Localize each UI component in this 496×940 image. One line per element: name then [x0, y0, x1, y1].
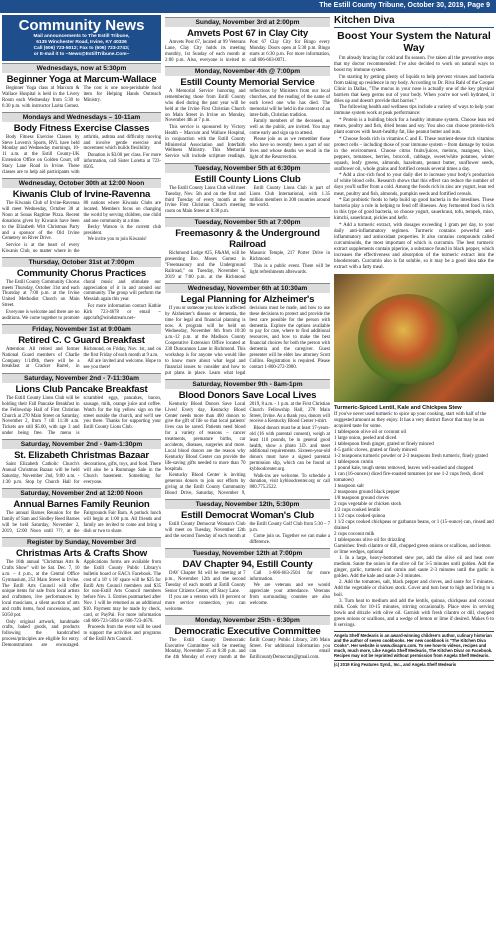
event-time-bar: Register by Sunday, November 3rd: [2, 537, 161, 547]
events-list-left: [2, 63, 161, 649]
event-title: Estill County Memorial Service: [180, 76, 315, 88]
event-paragraph: Beginner Yoga class at Marcum & Wallace Hospital is held in the Livery Room each Wednesday from 5:30 to 6:30 p.m. with instructor Larita Gomez. The cost is one non-perishable food item for Helping Hands Outreach Ministry.: [2, 86, 161, 109]
event-time-bar: Monday, November 25th - 6:30pm: [165, 615, 330, 625]
event-time-bar: Wednesdays, now at 5:30pm: [2, 63, 161, 73]
ingredient-item: 1 1/2 cups cooked quinoa: [334, 513, 386, 519]
event-paragraph: Donation is $3.00 per class. For more information, call Sister Loretta at 723-8505.: [83, 152, 161, 170]
event-title: Kiwanis Club of Irvine-Ravenna: [12, 188, 151, 200]
article-paragraph: I'm already bracing for cold and flu season. I've taken all the preventive steps that my doctor recommended: I've also decided to work on natural ways to boost my immune system.: [334, 56, 494, 74]
direction-step: 1. In a large, heavy-bottomed stew pot, add the olive oil and heat over medium. Saute the onion in the olive oil for 3-5 minutes until golden. Add the ginger, garlic, turmeric and cumin and saute 2-3 minutes until the garlic is golden. Add the kale and saute 2-3 minutes.: [334, 555, 494, 579]
event-paragraph: Saint Elizabeth Catholic Church's Annual Christmas Bazaar will be held Saturday, November 2nd, 9:00 a.m. - 1:30 p.m. Stop by Church Hall for decorations, gifts, toys, and food. There will also be a Rummage Sale in the Church basement. Something for everyone.: [2, 462, 161, 485]
event-time-bar: Saturday, November 2nd - 7-11:30am: [2, 373, 161, 383]
event-paragraph: Service is at the heart of every Kiwanis Club, no matter where in the 80 nations where Kiwanis Clubs are located. Members focus on changing the world by serving children, one child and one community at a time.: [2, 200, 161, 254]
event-title: Body Fitness Exercise Classes: [13, 122, 150, 134]
event-paragraph: Please join us as we remember those who have so recently been a part of our lives and whose deaths we recall in the light of the Resurrection.: [249, 137, 330, 160]
event-paragraph: Estill County Lions Club is part of Lions Club International, with 1.35 million members in 200 countries around the world.: [249, 185, 330, 209]
recipe-directions: [334, 556, 494, 630]
event-paragraph: The Estill County Community Chorus meets Thursday, October 31st and each Thursday at 7:00 p.m. at the Irvine United Methodist Church on Main Street.: [2, 279, 80, 309]
event-time-bar: Tuesday, November 5th at 7:00pm: [165, 217, 330, 227]
ingredient-item: 1 tablespoon cumin: [334, 459, 374, 465]
article-paragraph: * Eat probiotic foods to help build up good bacteria in the intestines. These bacteria play a role in helping to fend off illnesses. Any fermented food is rich in this type of good bacteria, so choose yogurt, sauerkraut, tofu, tempeh, miso, kimchi, sauerkraut, pickles and kefir.: [334, 198, 494, 222]
running-header: The Estill County Tribune, October 30, 2019, Page 9: [0, 0, 496, 13]
event-paragraph: Family members of the deceased, as well as the public, are invited. You may come early and sign up to attend.: [249, 118, 330, 136]
event-body: [165, 186, 330, 216]
event-paragraph: Richmond Lodge #25, F&AM, will be presenting Bro. Moses Gomez in "Freemasonry and the Underground Railroad," on Tuesday, November 5, 2019 at 7:00 p.m. at the Richmond Masonic Temple, 217 Porter Drive in Richmond.: [165, 251, 330, 280]
article-paragraph: * Add a turmeric extract, with dosages exceeding 1 gram per day, to your daily anti-inflammatory regimen. Turmeric contains powerful anti-inflammatory and antioxidant properties. It also contains compounds called curcuminoids, the most important of which is curcumin. The best turmeric extract supplements contain piperine, a substance found in black pepper, which increases the effectiveness and absorption of the turmeric extract into the bloodstream. Curcumin also is fat soluble, so it may be a good idea take the extract with a fatty meal.: [334, 222, 494, 271]
community-news-banner: [2, 15, 161, 61]
event-paragraph: This service is sponsored by Victory Health – Marcum and Wallace Hospital, in conjunction with the Estill County Ministerial Association and Interfaith Wellness Ministry. This Memorial Service will include scripture readings, reflections by Ministers from our local churches, and the reading of the name of each loved one who has died. The memorial will be held in the context of an inter-faith, Christian tradition.: [165, 88, 330, 160]
event-body: [165, 306, 330, 377]
event-title: Christmas Arts & Crafts Show: [15, 547, 148, 559]
ingredient-item: 1 can (16-ounces) diced fire-roasted tomatoes (or use 1-2 cups fresh, diced tomatoes): [334, 471, 484, 483]
ingredient-item: 2 teaspoons ground black pepper: [334, 489, 400, 495]
event-body: [2, 86, 161, 110]
event-paragraph: The Kiwanis Club of Irvine-Ravenna will meet Wednesday, October 30 at Noon at Sonas Ragtime Pizza. Recent donations given by Kiwanis have been to the Elizabeth Witt Christmas Party and a sponsor of the Old Irvine Cemetery on River Drive.: [2, 200, 80, 242]
ingredient-item: 1 teaspoon salt: [334, 483, 364, 489]
article-paragraph: I'm starting by getting plenty of liquids to help prevent viruses and bacteria from taking up residence in my body. According to Dr. Riva Rahl of the Cooper Clinic in Dallas, "The mucus in your nose is actually one of the key physical barriers that keep germs out of your body. When you're not well hydrated, it dries up and doesn't provide that barrier.": [334, 74, 494, 104]
event-body: [2, 462, 161, 486]
event-paragraph: Only original artwork, handmade crafts, baked goods, and products following the handcrafted process/principles are eligible for entry. Demonstrations are encouraged. Applications forms are available from the Estill County Public Library's bulletin board or EAC's Facebook. The cost of a 10' x 10' space will be $25 for Estill Arts Council members and $35 for non-Estill Arts Council members before Nov. 3. Entries postmarked after Nov. 1 will be returned as an additional $10. Payment may be made by check, card, or PayPal. For more information call 606-723-5694 or 606-723-4678.: [2, 559, 161, 649]
event-body: [165, 251, 330, 281]
event-title: DAV Chapter 94, Estill County: [182, 558, 313, 570]
event-paragraph: Proceeds from the event will be used to support the activities and programs of the Estill Arts Council.: [83, 625, 161, 643]
ingredient-item: 1/2 cups cooked lentils: [334, 507, 380, 513]
event-paragraph: We invite you to join Kiwanis!: [87, 237, 147, 243]
event-paragraph: The Estill County Lions Club will meet Tuesday, Nov. 5th and on the first and third Tuesday of every month at the Irvine First Christian Church meeting room on Main Street at 6:30 p.m.: [165, 185, 246, 215]
event-paragraph: The Estill County Lions Club will be holding their Fall Pancake Breakfast in the Fellowship Hall of First Christian Church at 270 Main Street on Saturday, November 2, from 7 till 11:30 a.m. Tickets are still $5.00, with age 3 and under being free. The menu is scrambled eggs, pancakes, bacon, sausage, milk, orange juice and coffee. Watch for the big yellow sign on the street outside the church, and we'll see you there. Thanks for supporting your Estill County Lions Club.: [2, 395, 161, 437]
event-time-bar: Wednesday, November 6th at 10:30am: [165, 283, 330, 293]
banner-contact-1: Call (606) 723-5012; Fax to (606) 723-2743;: [33, 46, 130, 51]
event-title: Estill County Lions Club: [194, 173, 301, 185]
event-title: Legal Planning for Alzheimer's: [180, 293, 315, 305]
events-list-middle: [165, 17, 330, 662]
event-paragraph: Everyone is welcome and there are no auditions. We come together to promote choral music and stimulate our appreciation of it in and around our community. The group will perform the Messiah again this year.: [2, 279, 161, 321]
event-title: Retired C. C Guard Breakfast: [18, 334, 145, 346]
event-time-bar: Friday, November 1st at 9:00am: [2, 324, 161, 334]
event-title: Blood Donors Save Local Lives: [178, 389, 317, 401]
kitchen-diva-article: [334, 56, 494, 271]
banner-contact-2: or E-mail it to ~News@EstillTribune.Com~: [33, 52, 130, 57]
recipe-ingredients: [334, 430, 494, 556]
event-time-bar: Sunday, November 3rd at 2:00pm: [165, 17, 330, 27]
event-time-bar: Saturday, November 2nd - 9am-1:30pm: [2, 439, 161, 449]
event-title: Community Chorus Practices: [16, 267, 147, 279]
event-title: Democratic Executive Committee: [174, 625, 321, 637]
event-title: Amvets Post 67 in Clay City: [187, 28, 308, 39]
event-body: [165, 89, 330, 161]
article-paragraph: * Add a zinc-rich food to your daily diet to increase your body's production of white blood cells. Research shows that this effect can reduce the number of days you'll suffer from a cold. Among the foods rich in zinc are yogurt, lean red meat, poultry and fish, almonds, pumpkin seeds and fortified cereals.: [334, 173, 494, 197]
ingredient-item: Garnishes: fresh cilantro or dill, chopped green onions or scallions, and lemon or lime wedges, optional: [334, 543, 491, 555]
event-paragraph: Come join us. Together we can make a difference.: [249, 534, 330, 545]
ingredient-item: 1 tablespoons olive oil for drizzling: [334, 537, 406, 543]
direction-step: 2. Add the tomatoes, salt, black pepper and cloves, and saute for 5 minutes. Add the vegetable or chicken stock. Cover and turn heat to high and bring to a boil.: [334, 580, 494, 598]
ingredient-item: 1/8 teaspoon ground cloves: [334, 495, 389, 501]
event-paragraph: We are veterans and we would appreciate your attendance. Veterans from surrounding counties are also welcome.: [249, 583, 330, 606]
recipe-title: Turmeric-Spiced Lentil, Kale and Chickpea Stew: [334, 405, 462, 412]
stew-photo: [334, 274, 494, 402]
event-title: St. Elizabeth Christmas Bazaar: [14, 450, 149, 462]
event-body: [2, 347, 161, 371]
kitchen-diva-title: Boost Your System the Natural Way: [337, 30, 491, 54]
event-paragraph: If you or someone you know is affected by Alzheimer's disease or dementia, the time for legal and financial planning is now. A program will be held on Wednesday, November 6th from 10:30 a.m.-12 p.m. at the Madison County Cooperative Extension Office located at 230 Duncannon Lane in Richmond. This workshop is for anyone who would like to know more about what legal and financial issues to consider and how to put plans in place. Learn what legal decisions must be made, and how to use these decisions to protect and provide the best care possible for the person with dementia. Explore the options available to pay for care, where to find additional resources, and how to make the best financial choices for both the person with dementia and the caregiver. Guest presenter will be elder law attorney Scott Collins. Registration is required. Please contact 1-800-272-3900.: [165, 305, 330, 376]
event-paragraph: Amvets Post 67, located at 99 Veterans Lane, Clay City holds its meeting monthly, 1st Sunday of each month at 2:00 p.m. Also, everyone is invited to Post 67 Clay City for Bingo every Monday. Doors open at 5:30 p.m. Bingo starts at 6:30 p.m. For more information, call 606-663-0071.: [165, 40, 330, 63]
event-paragraph: Attention: All retired and former National Guard members of Charlie Company 1/149th, there will be a breakfast at Cracker Barrel, in Richmond, on Friday, Nov. 1st, and on the first Friday of each month at 9 a.m.: [2, 346, 161, 370]
event-paragraph: The Estill County Democratic Executive Committee will be meeting Monday, November 25 at 6:30 p.m. and the 4th Monday of every month at the Estill County Public Library, 246 Main Street. For additional information you can email EstillcountyDemocrats@gmail.com.: [165, 637, 330, 661]
banner-address-1: Mail announcements to The Estill Tribune,: [33, 34, 130, 39]
event-body: [2, 201, 161, 255]
banner-title: Community News: [18, 17, 145, 34]
ingredient-item: 1 pound kale, tough stems removed, leaves well-washed and chopped: [334, 465, 474, 471]
recipe-intro: If you've never used turmeric to spice up your cooking, start with half of the suggested amount as they enjoy. It has a very distinct flavor that may be an acquired taste for some.: [334, 411, 487, 429]
event-paragraph: Kentucky Blood Donors Save Local Lives! Every day, Kentucky Blood Center needs more than 400 donors to give the gift of life so that local patients' lives can be saved. Patients need blood for a variety of reasons – cancer treatments, premature births, car accidents, diseases, surgeries and more. Local blood donors are the reason why Kentucky Blood Center can provide the life-saving gifts needed to more than 70 hospitals.: [165, 401, 246, 472]
event-paragraph: Kentucky Blood Center is inviting generous donors to join our efforts by giving at the Estill County Community Blood Drive, Saturday, November 9, 2019, 8 a.m. - 1 p.m. at the First Christian Church Fellowship Hall, 270 Main Street, Irvine. As a thank you, donors will receive a Kentucky Blood Center t-shirt.: [165, 401, 330, 496]
ingredient-item: 1 tablespoon olive oil or coconut oil: [334, 429, 407, 435]
article-paragraph: * Choose foods rich in vitamins C and E. These nutrient-dense rich vitamins protect cells – including those of your immune system – from damage by toxins in the environment. Choose citrus fruits/juices, melons, mangoes, kiwi, peppers, tomatoes, berries, broccoli, cabbage, sweet/white potatoes, winter squash, leafy greens, almonds, hazelnuts, peanut butter, sunflower seeds, sunflower oil, whole grains and fortified cereals several times a day.: [334, 136, 494, 172]
event-paragraph: DAV Chapter 94 will be meeting at 7 p.m., November 12th and the second Tuesday of each month at Estill County Senior Citizens Center, off Stacy Lane.: [165, 570, 246, 594]
event-time-bar: Saturday, November 2nd at 12:00 Noon: [2, 488, 161, 498]
banner-address-2: 6135 Winchester Road, Irvine, KY 40336: [36, 40, 127, 45]
ingredient-item: 2 cups vegetable or chicken stock: [334, 501, 402, 507]
ingredient-item: 1-2 teaspoons turmeric powder or 2-3 teaspoons fresh turmeric, finely grated: [334, 453, 488, 459]
event-time-bar: Tuesday, November 12th, 5:30pm: [165, 499, 330, 509]
event-paragraph: A Memorial Service honoring and remembering those from Estill County who died during the past year will be held at the Irvine First Christian Church on Main Street in Irvine on Monday, November 4th at 7 p.m.: [165, 88, 246, 124]
kitchen-diva-column: [334, 15, 494, 935]
event-paragraph: Call 1-606-663-2504 for more information.: [249, 570, 330, 582]
article-paragraph: * Protein is a building block for a healthy immune system. Choose lean red meats, poultry and fish, dried beans and soy. You also can choose protein-rich plant sources with heart-healthy fat, like peanut butter and nuts.: [334, 117, 494, 136]
event-paragraph: This is a public event. There will be light refreshments afterwards.: [249, 263, 330, 275]
event-body: [2, 560, 161, 649]
author-credit: Angela Shelf Medearis is an award-winning children's author, culinary historian and the author of seven cookbooks. Her new cookbook is "The Kitchen Diva Cooks". Her website is www.divapro.com. To see how-to videos, recipes and much, much more, Like Angela Shelf Medearis, The Kitchen Diva! on Facebook. Recipes may not be reprinted without permission from Angela Shelf Medearis.: [334, 633, 493, 659]
event-body: [165, 638, 330, 662]
event-body: [165, 402, 330, 497]
event-title: Annual Barnes Family Reunion: [13, 499, 150, 511]
event-paragraph: The 16th annual "Christmas Arts & Crafts Show" will be Sat. Dec. 7, 10 a.m. – 4 p.m., at the Central Office Gymnasium, 253 Main Street in Irvine. The Estill Arts Council will offer unique items for sale from local artists and craftsmen, live performances by local musicians, a silent auction of arts and crafts items, food concessions, and 50/50 pot.: [2, 559, 80, 619]
event-paragraph: Blood donors must be at least 17-years-old (16 with parental consent), weigh at least 110 pounds, be in general good health, show a photo I.D. and meet additional requirements. Sixteen-year-old donors must have a signed parental permission slip, which can be found at kybloodcenter.org.: [249, 425, 330, 473]
ingredient-item: 4-5 garlic cloves, grated or finely minced: [334, 447, 417, 453]
event-paragraph: Estill County Democrat Woman's Club will meet on Tuesday, November 12th and the second Tuesday of each month at the Estill County Golf Club from 5:30 – 7 p.m.: [165, 521, 330, 539]
event-body: [2, 511, 161, 535]
event-paragraph: For more information contact Kathie Kirk 723-4678 or email ~ appcraft@windstream.net~: [83, 303, 161, 321]
ingredient-item: 1 tablespoon fresh ginger, grated or finely minced: [334, 441, 434, 447]
event-title: Freemasonry & the Underground Railroad: [175, 228, 320, 251]
event-paragraph: Walk-ins are welcome. To schedule a donation, visit kybloodcenter.org or call 800.775.2522.: [249, 473, 330, 491]
event-time-bar: Saturday, November 9th - 8am-1pm: [165, 379, 330, 389]
event-title: Lions Club Pancake Breakfast: [15, 383, 148, 395]
event-body: [165, 571, 330, 613]
event-time-bar: Thursday, October 31st at 7:00pm: [2, 257, 161, 267]
event-time-bar: Monday, November 4th @ 7:00pm: [165, 66, 330, 76]
event-paragraph: Becky Watson is the current club president.: [83, 225, 161, 236]
event-body: [165, 522, 330, 546]
event-paragraph: All are invited and welcome. Hope to see you there!: [83, 359, 161, 370]
ingredient-item: 2 cups coconut milk: [334, 531, 375, 537]
event-paragraph: The annual Barnes Reunion for the family of Sam and Sindley Reed Barnes will be held Saturday, November 2, 2019, 12:00 Noon until ???, at the Fairgrounds Fair Barn. A potluck lunch will begin at 1:00 p.m. All friends and family are invited to come and bring a dish or two to share.: [2, 511, 161, 534]
event-time-bar: Tuesday, November 12th at 7:00pm: [165, 548, 330, 558]
column-community-left: [2, 15, 161, 935]
event-body: [2, 396, 161, 437]
event-body: [2, 280, 161, 322]
kitchen-diva-heading: Kitchen Diva: [334, 15, 494, 28]
event-paragraph: If you are a veteran with 10 percent or more service connection, you can welcome.: [165, 594, 246, 612]
direction-step: 3. Turn heat to medium and add the lentils, quinoa, chickpeas and coconut milk. Cook for 10-15 minutes, stirring occasionally. Place stew in serving bowls and drizzle with olive oil. Garnish with fresh cilantro or dill, chopped green onions or scallions, and a wedge of lemon or lime if desired. Makes 6 to 8 servings.: [334, 599, 494, 629]
event-time-bar: Wednesday, October 30th at 12:00 Noon: [2, 178, 161, 188]
ingredient-item: 1 large onion, peeled and diced: [334, 435, 397, 441]
event-body: [165, 40, 330, 64]
event-time-bar: Tuesday, November 5th at 6:30pm: [165, 163, 330, 173]
event-paragraph: Body Fitness Exercise Classes by Steve Lovern's Sports, RVL have held Monday and Wednesday mornings, 10-11 a.m. at the Estill County-UK Extension Office on Golden Court, off Stacy Lane Road in Irvine. These classes are to help aid participants with arthritis, asthma and difficulty moving and involve gentle exercise and movement which builds flexibility.: [2, 134, 161, 176]
event-title: Beginner Yoga at Marcum-Wallace: [6, 74, 157, 85]
stew-bowl-image: [358, 294, 458, 384]
column-community-middle: [165, 15, 330, 935]
article-paragraph: The following health and wellness tips include a variety of ways to help your immune system work at peak performance:: [334, 105, 494, 117]
event-body: [2, 135, 161, 176]
event-title: Estill Democrat Woman's Club: [181, 509, 314, 521]
ingredient-item: 1 1/2 cups cooked chickpeas or garbanzo beans, or 1 (15-ounce) can, rinsed and drained: [334, 519, 494, 531]
copyright-line: (c) 2019 King Features Synd., Inc., and Angela Shelf Medearis: [334, 660, 494, 667]
event-time-bar: Mondays and Wednesdays – 10-11am: [2, 112, 161, 122]
